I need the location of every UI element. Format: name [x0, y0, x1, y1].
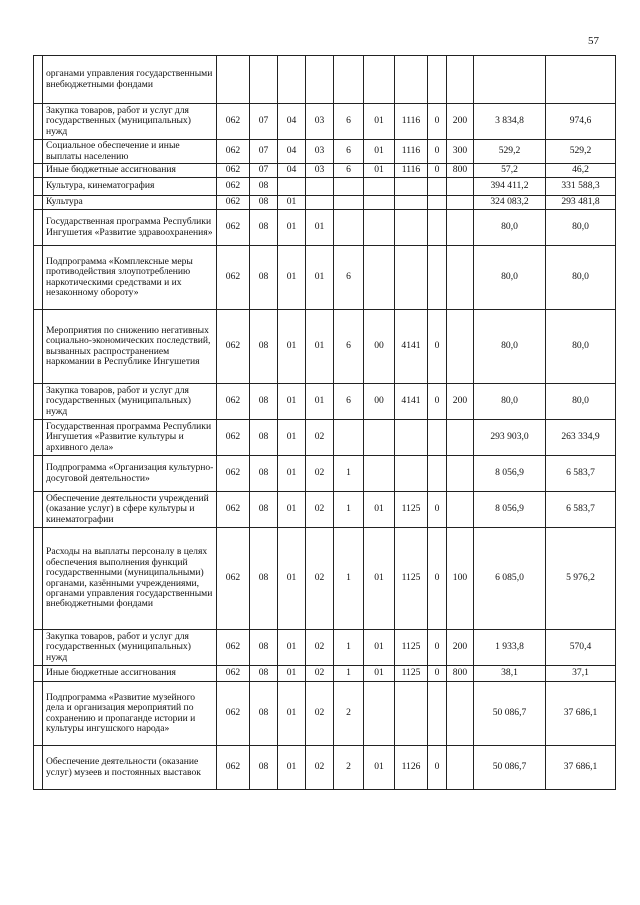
plan-amount: 50 086,7 [474, 746, 546, 790]
extra-code: 0 [428, 384, 447, 420]
subsection-code: 01 [278, 528, 306, 630]
actual-amount: 293 481,8 [546, 196, 616, 210]
direction-code: 1116 [395, 164, 428, 178]
row-name: Иные бюджетные ассигнования [43, 164, 217, 178]
direction-code [395, 196, 428, 210]
subsection-code: 04 [278, 140, 306, 164]
actual-amount: 80,0 [546, 210, 616, 246]
ministry-code: 062 [217, 196, 250, 210]
program-code: 03 [306, 164, 334, 178]
plan-amount [474, 56, 546, 104]
expense-type-code: 100 [447, 528, 474, 630]
extra-code [428, 682, 447, 746]
row-marker-cell [34, 104, 43, 140]
extra-code [428, 196, 447, 210]
extra-code: 0 [428, 528, 447, 630]
subsection-code [278, 56, 306, 104]
subprogram-code [334, 178, 364, 196]
row-name: Иные бюджетные ассигнования [43, 666, 217, 682]
row-name: Социальное обеспечение и иные выплаты населению [43, 140, 217, 164]
ministry-code: 062 [217, 246, 250, 310]
table-row [34, 666, 616, 682]
program-code: 02 [306, 682, 334, 746]
event-code: 01 [364, 492, 395, 528]
event-code [364, 456, 395, 492]
actual-amount: 529,2 [546, 140, 616, 164]
subsection-code: 01 [278, 196, 306, 210]
expense-type-code [447, 178, 474, 196]
row-marker-cell [34, 746, 43, 790]
program-code [306, 56, 334, 104]
section-code: 08 [250, 384, 278, 420]
section-code: 08 [250, 746, 278, 790]
direction-code [395, 682, 428, 746]
event-code: 01 [364, 528, 395, 630]
subprogram-code: 6 [334, 384, 364, 420]
event-code: 00 [364, 384, 395, 420]
row-name: Закупка товаров, работ и услуг для государственных (муниципальных) нужд [43, 104, 217, 140]
event-code: 00 [364, 310, 395, 384]
table-row [34, 104, 616, 140]
ministry-code: 062 [217, 682, 250, 746]
expense-type-code [447, 310, 474, 384]
program-code: 03 [306, 104, 334, 140]
ministry-code: 062 [217, 666, 250, 682]
direction-code: 1126 [395, 746, 428, 790]
subsection-code: 01 [278, 246, 306, 310]
ministry-code: 062 [217, 630, 250, 666]
program-code: 02 [306, 746, 334, 790]
plan-amount: 8 056,9 [474, 492, 546, 528]
section-code: 08 [250, 666, 278, 682]
subsection-code: 04 [278, 164, 306, 178]
ministry-code: 062 [217, 210, 250, 246]
subsection-code [278, 178, 306, 196]
section-code: 08 [250, 310, 278, 384]
row-name: органами управления государственными внебюджетными фондами [43, 56, 217, 104]
extra-code: 0 [428, 310, 447, 384]
table-row [34, 210, 616, 246]
subprogram-code: 6 [334, 246, 364, 310]
table-row [34, 164, 616, 178]
subprogram-code: 1 [334, 528, 364, 630]
section-code: 08 [250, 246, 278, 310]
program-code: 01 [306, 384, 334, 420]
actual-amount: 80,0 [546, 384, 616, 420]
subprogram-code: 1 [334, 630, 364, 666]
plan-amount: 324 083,2 [474, 196, 546, 210]
direction-code [395, 420, 428, 456]
plan-amount: 80,0 [474, 384, 546, 420]
table-row [34, 420, 616, 456]
event-code [364, 246, 395, 310]
row-name: Расходы на выплаты персоналу в целях обеспечения выполнения функций государственными (муниципальными) органами, казёнными учреждениями, органами управления государственными внебюджетными фондами [43, 528, 217, 630]
ministry-code: 062 [217, 492, 250, 528]
event-code [364, 56, 395, 104]
ministry-code: 062 [217, 310, 250, 384]
expense-type-code [447, 420, 474, 456]
subsection-code: 01 [278, 420, 306, 456]
ministry-code: 062 [217, 164, 250, 178]
plan-amount: 394 411,2 [474, 178, 546, 196]
expense-type-code: 200 [447, 104, 474, 140]
table-row [34, 310, 616, 384]
table-row [34, 492, 616, 528]
row-name: Закупка товаров, работ и услуг для государственных (муниципальных) нужд [43, 384, 217, 420]
row-name: Культура [43, 196, 217, 210]
actual-amount [546, 56, 616, 104]
direction-code: 4141 [395, 310, 428, 384]
actual-amount: 80,0 [546, 246, 616, 310]
plan-amount: 529,2 [474, 140, 546, 164]
ministry-code [217, 56, 250, 104]
event-code [364, 682, 395, 746]
extra-code [428, 420, 447, 456]
ministry-code: 062 [217, 528, 250, 630]
actual-amount: 37 686,1 [546, 682, 616, 746]
row-marker-cell [34, 164, 43, 178]
actual-amount: 37 686,1 [546, 746, 616, 790]
actual-amount: 6 583,7 [546, 456, 616, 492]
row-marker-cell [34, 140, 43, 164]
direction-code: 1125 [395, 492, 428, 528]
direction-code: 1116 [395, 104, 428, 140]
event-code [364, 420, 395, 456]
section-code: 07 [250, 140, 278, 164]
program-code: 02 [306, 420, 334, 456]
row-name: Подпрограмма «Комплексные меры противодействия злоупотреблению наркотическими средствами и их незаконному обороту» [43, 246, 217, 310]
row-marker-cell [34, 630, 43, 666]
section-code: 08 [250, 456, 278, 492]
event-code [364, 210, 395, 246]
program-code [306, 196, 334, 210]
program-code [306, 178, 334, 196]
table-row [34, 56, 616, 104]
actual-amount: 570,4 [546, 630, 616, 666]
row-marker-cell [34, 384, 43, 420]
event-code: 01 [364, 630, 395, 666]
row-marker-cell [34, 456, 43, 492]
plan-amount: 80,0 [474, 246, 546, 310]
plan-amount: 8 056,9 [474, 456, 546, 492]
row-name: Обеспечение деятельности (оказание услуг) музеев и постоянных выставок [43, 746, 217, 790]
row-marker-cell [34, 420, 43, 456]
section-code: 08 [250, 528, 278, 630]
ministry-code: 062 [217, 178, 250, 196]
ministry-code: 062 [217, 140, 250, 164]
row-marker-cell [34, 682, 43, 746]
section-code: 08 [250, 178, 278, 196]
table-row [34, 384, 616, 420]
expense-type-code [447, 246, 474, 310]
row-name: Подпрограмма «Организация культурно-досуговой деятельности» [43, 456, 217, 492]
direction-code [395, 246, 428, 310]
subsection-code: 01 [278, 682, 306, 746]
subprogram-code: 6 [334, 310, 364, 384]
section-code: 07 [250, 164, 278, 178]
expense-type-code [447, 492, 474, 528]
row-name: Подпрограмма «Развитие музейного дела и организация мероприятий по сохранению и пропаганде истории и культуры ингушского народа» [43, 682, 217, 746]
row-marker-cell [34, 178, 43, 196]
direction-code: 1125 [395, 630, 428, 666]
actual-amount: 974,6 [546, 104, 616, 140]
direction-code: 1125 [395, 528, 428, 630]
subsection-code: 01 [278, 666, 306, 682]
section-code: 07 [250, 104, 278, 140]
plan-amount: 80,0 [474, 310, 546, 384]
subprogram-code: 6 [334, 140, 364, 164]
expense-type-code [447, 746, 474, 790]
direction-code: 4141 [395, 384, 428, 420]
ministry-code: 062 [217, 104, 250, 140]
direction-code [395, 178, 428, 196]
row-name: Культура, кинематография [43, 178, 217, 196]
subprogram-code: 1 [334, 666, 364, 682]
plan-amount: 50 086,7 [474, 682, 546, 746]
actual-amount: 6 583,7 [546, 492, 616, 528]
event-code [364, 196, 395, 210]
table-row [34, 196, 616, 210]
program-code: 02 [306, 666, 334, 682]
event-code: 01 [364, 666, 395, 682]
row-marker-cell [34, 310, 43, 384]
subsection-code: 01 [278, 456, 306, 492]
budget-table-body [34, 56, 616, 790]
direction-code [395, 456, 428, 492]
extra-code [428, 456, 447, 492]
subprogram-code: 1 [334, 492, 364, 528]
row-marker-cell [34, 666, 43, 682]
ministry-code: 062 [217, 746, 250, 790]
table-row [34, 630, 616, 666]
expense-type-code: 300 [447, 140, 474, 164]
subprogram-code: 2 [334, 682, 364, 746]
plan-amount: 57,2 [474, 164, 546, 178]
table-row [34, 682, 616, 746]
section-code: 08 [250, 492, 278, 528]
subprogram-code [334, 196, 364, 210]
event-code: 01 [364, 140, 395, 164]
direction-code: 1116 [395, 140, 428, 164]
table-row [34, 246, 616, 310]
expense-type-code [447, 456, 474, 492]
plan-amount: 1 933,8 [474, 630, 546, 666]
expense-type-code [447, 682, 474, 746]
row-name: Обеспечение деятельности учреждений (оказание услуг) в сфере культуры и кинематографии [43, 492, 217, 528]
extra-code: 0 [428, 746, 447, 790]
row-name: Закупка товаров, работ и услуг для государственных (муниципальных) нужд [43, 630, 217, 666]
direction-code: 1125 [395, 666, 428, 682]
actual-amount: 37,1 [546, 666, 616, 682]
section-code: 08 [250, 196, 278, 210]
extra-code [428, 178, 447, 196]
subprogram-code [334, 210, 364, 246]
plan-amount: 293 903,0 [474, 420, 546, 456]
program-code: 02 [306, 492, 334, 528]
actual-amount: 80,0 [546, 310, 616, 384]
subsection-code: 01 [278, 384, 306, 420]
section-code [250, 56, 278, 104]
event-code [364, 178, 395, 196]
actual-amount: 46,2 [546, 164, 616, 178]
subprogram-code: 1 [334, 456, 364, 492]
row-name: Государственная программа Республики Ингушетия «Развитие здравоохранения» [43, 210, 217, 246]
expense-type-code [447, 210, 474, 246]
event-code: 01 [364, 104, 395, 140]
extra-code: 0 [428, 164, 447, 178]
program-code: 02 [306, 528, 334, 630]
program-code: 02 [306, 630, 334, 666]
extra-code [428, 210, 447, 246]
table-row [34, 178, 616, 196]
row-marker-cell [34, 492, 43, 528]
expense-type-code [447, 196, 474, 210]
event-code: 01 [364, 746, 395, 790]
table-row [34, 456, 616, 492]
expense-type-code [447, 56, 474, 104]
ministry-code: 062 [217, 420, 250, 456]
row-name: Мероприятия по снижению негативных социально-экономических последствий, вызванных распространением наркомании в Республике Ингушетия [43, 310, 217, 384]
plan-amount: 3 834,8 [474, 104, 546, 140]
program-code: 03 [306, 140, 334, 164]
section-code: 08 [250, 682, 278, 746]
ministry-code: 062 [217, 384, 250, 420]
program-code: 01 [306, 210, 334, 246]
subsection-code: 04 [278, 104, 306, 140]
subprogram-code: 6 [334, 104, 364, 140]
table-row [34, 140, 616, 164]
section-code: 08 [250, 420, 278, 456]
subsection-code: 01 [278, 630, 306, 666]
subsection-code: 01 [278, 310, 306, 384]
table-row [34, 528, 616, 630]
actual-amount: 263 334,9 [546, 420, 616, 456]
row-marker-cell [34, 246, 43, 310]
program-code: 02 [306, 456, 334, 492]
expense-type-code: 200 [447, 384, 474, 420]
extra-code: 0 [428, 630, 447, 666]
subsection-code: 01 [278, 746, 306, 790]
plan-amount: 6 085,0 [474, 528, 546, 630]
ministry-code: 062 [217, 456, 250, 492]
direction-code [395, 210, 428, 246]
actual-amount: 5 976,2 [546, 528, 616, 630]
direction-code [395, 56, 428, 104]
subprogram-code: 2 [334, 746, 364, 790]
table-row [34, 746, 616, 790]
subprogram-code [334, 420, 364, 456]
row-marker-cell [34, 196, 43, 210]
subprogram-code: 6 [334, 164, 364, 178]
subsection-code: 01 [278, 492, 306, 528]
section-code: 08 [250, 210, 278, 246]
row-marker-cell [34, 56, 43, 104]
extra-code: 0 [428, 492, 447, 528]
extra-code: 0 [428, 140, 447, 164]
extra-code: 0 [428, 666, 447, 682]
program-code: 01 [306, 246, 334, 310]
row-name: Государственная программа Республики Ингушетия «Развитие культуры и архивного дела» [43, 420, 217, 456]
expense-type-code: 800 [447, 666, 474, 682]
subsection-code: 01 [278, 210, 306, 246]
plan-amount: 38,1 [474, 666, 546, 682]
extra-code [428, 56, 447, 104]
extra-code: 0 [428, 104, 447, 140]
subprogram-code [334, 56, 364, 104]
row-marker-cell [34, 210, 43, 246]
expense-type-code: 200 [447, 630, 474, 666]
row-marker-cell [34, 528, 43, 630]
program-code: 01 [306, 310, 334, 384]
page-number: 57 [588, 35, 599, 47]
plan-amount: 80,0 [474, 210, 546, 246]
expense-type-code: 800 [447, 164, 474, 178]
budget-table [33, 55, 616, 790]
actual-amount: 331 588,3 [546, 178, 616, 196]
event-code: 01 [364, 164, 395, 178]
extra-code [428, 246, 447, 310]
section-code: 08 [250, 630, 278, 666]
